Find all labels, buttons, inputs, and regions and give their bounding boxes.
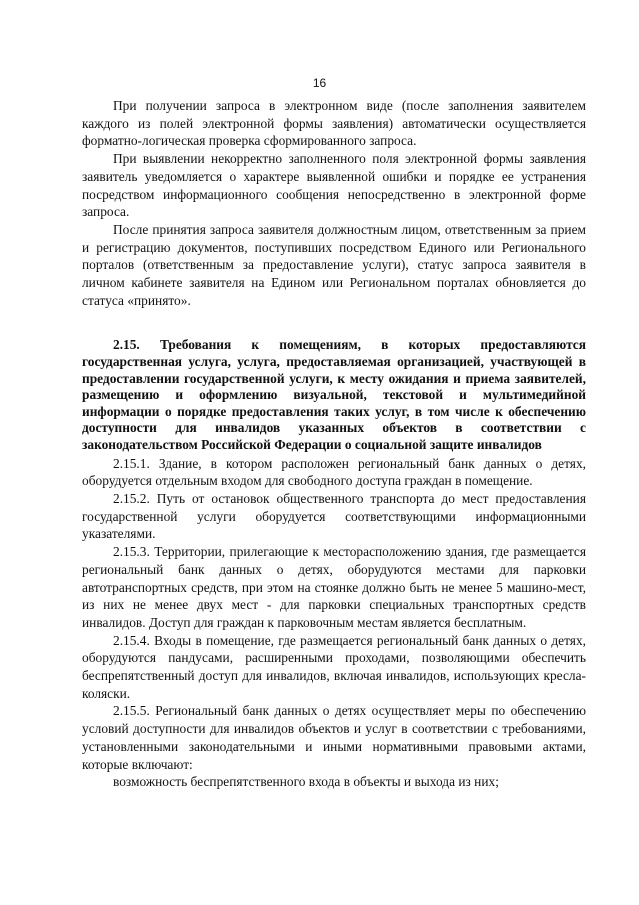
item-2-15-4: 2.15.4. Входы в помещение, где размещается региональный банк данных о детях, оборудуются пандусами, расширенными проходами, позволяющими обеспечить беспрепятственный доступ для инвалидов, включая инвалидов, использующих кресла-коляски. — [82, 632, 586, 701]
item-2-15-5: 2.15.5. Региональный банк данных о детях осуществляет меры по обеспечению условий доступности для инвалидов объектов и услуг в соответствии с требованиями, установленными законодательными и иными нормативными правовыми актами, которые включают: — [82, 703, 586, 772]
paragraph-electronic-request-check: При получении запроса в электронном виде (после заполнения заявителем каждого из полей электронной формы заявления) автоматически осуществляется форматно-логическая проверка сформированного запроса. — [82, 98, 586, 149]
page-number: 16 — [312, 76, 327, 90]
item-2-15-3: 2.15.3. Территории, прилегающие к месторасположению здания, где размещается региональный банк данных о детях, оборудуются местами для парковки автотранспортных средств, при этом на стоянке должно быть не менее 5 машино-мест, из них не менее двух мест - для парковки специальных транспортных средств инвалидов. Доступ для граждан к парковочным местам является бесплатным. — [82, 544, 586, 630]
page-body — [82, 97, 586, 791]
item-2-15-1: 2.15.1. Здание, в котором расположен региональный банк данных о детях, оборудуется отдельным входом для свободного доступа граждан в помещение. — [82, 455, 586, 489]
paragraph-request-status-update: После принятия запроса заявителя должностным лицом, ответственным за прием и регистрацию документов, поступивших посредством Единого или Регионального порталов (ответственным за предоставление услуги), статус запроса заявителя в личном кабинете заявителя на Едином или Региональном порталах обновляется до статуса «принято». — [82, 221, 586, 308]
list-item-barrier-free-entry: возможность беспрепятственного входа в объекты и выхода из них; — [113, 774, 499, 790]
section-heading-2-15: 2.15. Требования к помещениям, в которых предоставляются государственная услуга, услуга, предоставляемая организацией, участвующей в предоставлении государственной услуги, к месту ожидания и приема заявителей, размещению и оформлению визуальной, текстовой и мультимедийной информации о порядке предоставления таких услуг, в том числе к обеспечению доступности для инвалидов указанных объектов в соответствии с законодательством Российской Федерации о социальной защите инвалидов — [82, 337, 586, 452]
item-2-15-2: 2.15.2. Путь от остановок общественного транспорта до мест предоставления государственной услуги оборудуется соответствующими информационными указателями. — [82, 491, 586, 542]
paragraph-incorrect-field-notice: При выявлении некорректно заполненного поля электронной формы заявления заявитель уведомляется о характере выявленной ошибки и порядке ее устранения посредством информационного сообщения непосредственно в электронной форме запроса. — [82, 151, 586, 220]
